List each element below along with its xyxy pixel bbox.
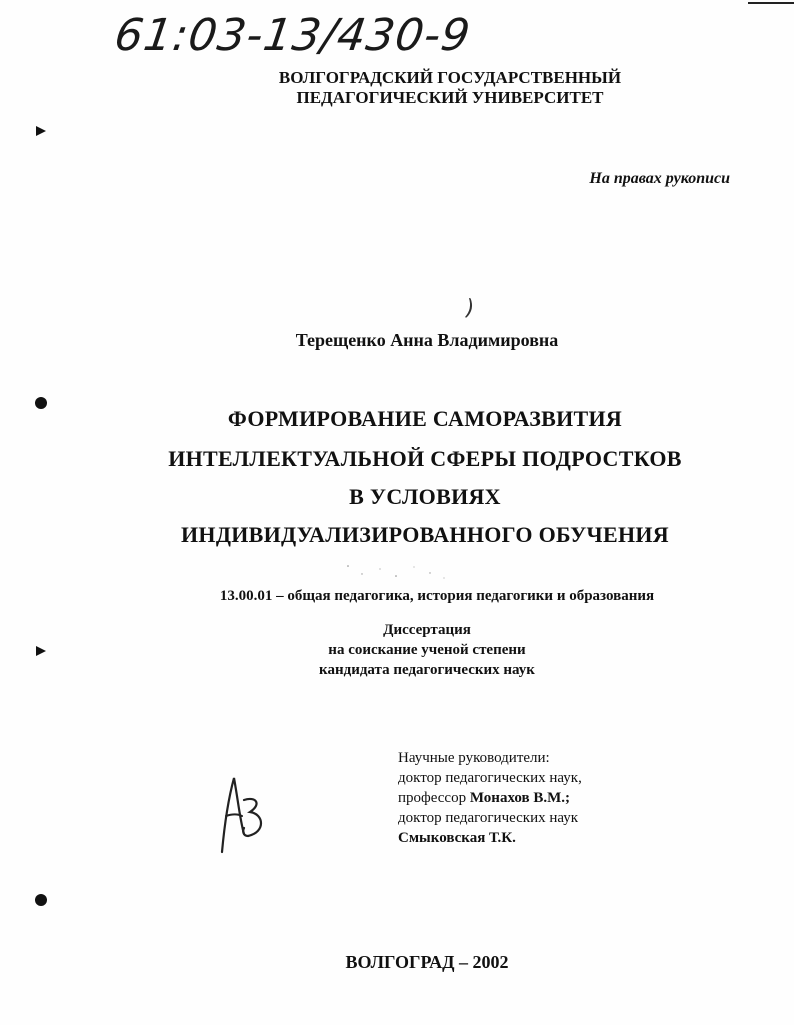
advisors-block — [398, 748, 582, 848]
dissertation-title-line: ФОРМИРОВАНИЕ САМОРАЗВИТИЯ — [227, 406, 623, 431]
punch-hole-mark — [34, 396, 48, 410]
advisor2-degree: доктор педагогических наук — [398, 810, 579, 826]
punch-hole-mark — [34, 893, 48, 907]
corner-mark — [748, 2, 794, 4]
advisor2-name: Смыковская Т.К. — [398, 830, 516, 846]
dissertation-title-line: В УСЛОВИЯХ — [349, 484, 501, 509]
punch-hole-mark — [34, 644, 48, 658]
advisor1-line — [398, 788, 582, 808]
city-year: ВОЛГОГРАД – 2002 — [345, 952, 509, 972]
advisor1-name: Монахов В.М.; — [469, 790, 571, 806]
archive-number-handwritten: 61:03-13/430-9 — [111, 10, 474, 61]
punch-hole-mark — [34, 124, 48, 138]
university-name-line1: ВОЛГОГРАДСКИЙ ГОСУДАРСТВЕННЫЙ — [278, 68, 622, 87]
scan-specks — [340, 560, 460, 584]
dissertation-title-line: ИНДИВИДУАЛИЗИРОВАННОГО ОБУЧЕНИЯ — [181, 522, 669, 547]
degree-name: кандидата педагогических наук — [319, 662, 535, 678]
advisor1-title: профессор — [398, 790, 467, 806]
degree-purpose: на соискание ученой степени — [328, 642, 526, 658]
dissertation-title-line: ИНТЕЛЛЕКТУАЛЬНОЙ СФЕРЫ ПОДРОСТКОВ — [168, 446, 682, 471]
dissertation-label: Диссертация — [383, 622, 471, 638]
handwritten-signature — [210, 770, 270, 860]
university-name-line2: ПЕДАГОГИЧЕСКИЙ УНИВЕРСИТЕТ — [296, 88, 604, 107]
specialty-code: 13.00.01 – общая педагогика, история педагогики и образования — [219, 588, 655, 604]
pen-tick-mark: ) — [462, 295, 477, 322]
author-name: Терещенко Анна Владимировна — [295, 330, 559, 350]
advisor1-degree: доктор педагогических наук, — [398, 770, 582, 786]
manuscript-note: На правах рукописи — [589, 170, 730, 187]
advisors-heading: Научные руководители: — [398, 750, 550, 766]
